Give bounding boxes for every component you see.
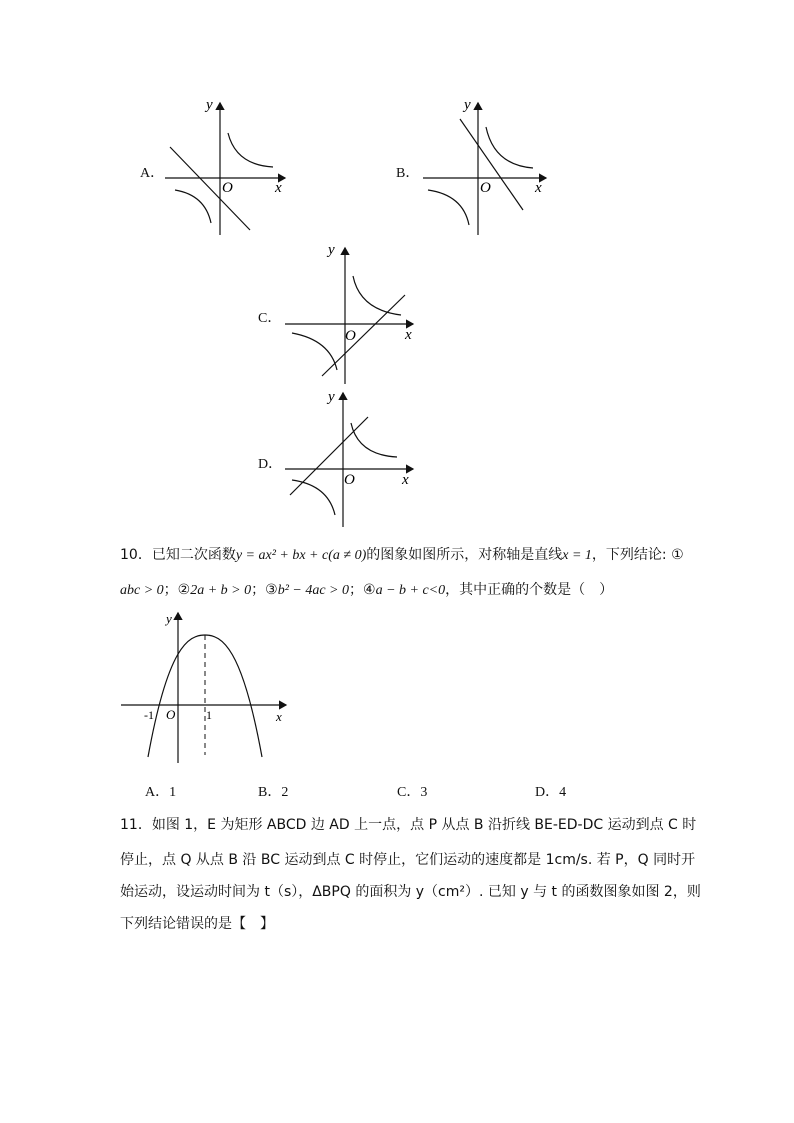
answer-b: B．2 — [258, 785, 289, 800]
hyperbola-branch-2 — [292, 480, 335, 515]
option-b-label: B． — [396, 166, 420, 181]
answer-a: A．1 — [145, 785, 177, 800]
q11-line-3: 始运动，设运动时间为 t（s），ΔBPQ 的面积为 y（cm²）. 已知 y 与 t 的函数图象如图 2，则 — [120, 884, 701, 900]
q10-axis-eq: x = 1 — [562, 548, 592, 563]
origin-label: O — [222, 180, 233, 196]
answer-d: D．4 — [535, 785, 567, 800]
y-axis-label: y — [328, 242, 335, 258]
q10-sep-3: ；④ — [349, 582, 376, 598]
origin-label: O — [344, 472, 355, 488]
q10-formula: y = ax² + bx + c(a ≠ 0) — [235, 548, 367, 563]
hyperbola-branch-2 — [428, 190, 469, 225]
q10-conclusion-2: 2a + b > 0 — [190, 583, 252, 598]
hyperbola-branch-2 — [292, 333, 337, 370]
x-axis-label: x — [276, 709, 282, 724]
q10-conclusion-3: b² − 4ac > 0 — [277, 583, 350, 598]
option-d-graph — [280, 387, 420, 532]
line — [322, 295, 405, 376]
option-a-graph — [160, 95, 290, 240]
line — [460, 119, 523, 210]
x-axis-label: x — [535, 180, 542, 196]
origin-label: O — [345, 328, 356, 344]
option-b-graph — [418, 95, 553, 240]
q10-text-a: 已知二次函数 — [151, 547, 236, 563]
q11-line-4: 下列结论错误的是【 】 — [120, 916, 274, 932]
q10-conclusion-4: a − b + c<0 — [375, 583, 446, 598]
q10-line-1 — [120, 545, 684, 566]
q10-conclusion-1: abc > 0 — [120, 583, 164, 598]
y-axis-label: y — [464, 97, 471, 113]
hyperbola-branch-1 — [228, 133, 273, 167]
line — [290, 417, 368, 495]
x-axis-label: x — [402, 472, 409, 488]
x-axis-label: x — [405, 327, 412, 343]
option-a-label: A． — [140, 166, 165, 181]
y-axis-label: y — [206, 97, 213, 113]
q10-sep-2: ；③ — [251, 582, 278, 598]
x-axis-label: x — [275, 180, 282, 196]
q11-line-1: 11．如图 1，E 为矩形 ABCD 边 AD 上一点，点 P 从点 B 沿折线 BE-ED-DC 运动到点 C 时 — [120, 817, 697, 833]
y-axis-label: y — [328, 389, 335, 405]
q10-text-b: 的图象如图所示，对称轴是直线 — [366, 547, 563, 563]
option-d-label: D． — [258, 457, 283, 472]
q10-parabola-graph — [118, 607, 293, 767]
hyperbola-branch-1 — [486, 127, 533, 168]
answer-c: C．3 — [397, 785, 428, 800]
origin-label: O — [480, 180, 491, 196]
q10-text-d: ，其中正确的个数是（ ） — [445, 582, 614, 598]
hyperbola-branch-1 — [351, 423, 397, 457]
tick-1-label: 1 — [206, 708, 212, 722]
origin-label: O — [166, 707, 176, 722]
q11-line-2: 停止，点 Q 从点 B 沿 BC 运动到点 C 时停止，它们运动的速度都是 1cm/s. 若 P，Q 同时开 — [120, 852, 696, 868]
option-c-graph — [280, 240, 420, 388]
q10-line-2 — [120, 580, 613, 601]
hyperbola-branch-1 — [353, 276, 401, 315]
hyperbola-branch-2 — [175, 190, 211, 223]
q10-number: 10． — [120, 547, 152, 563]
y-axis-label: y — [166, 611, 172, 626]
option-c-label: C． — [258, 311, 282, 326]
tick-neg1-label: -1 — [144, 708, 154, 722]
q10-sep-1: ；② — [163, 582, 191, 598]
q10-text-c: ，下列结论: ① — [591, 547, 684, 563]
